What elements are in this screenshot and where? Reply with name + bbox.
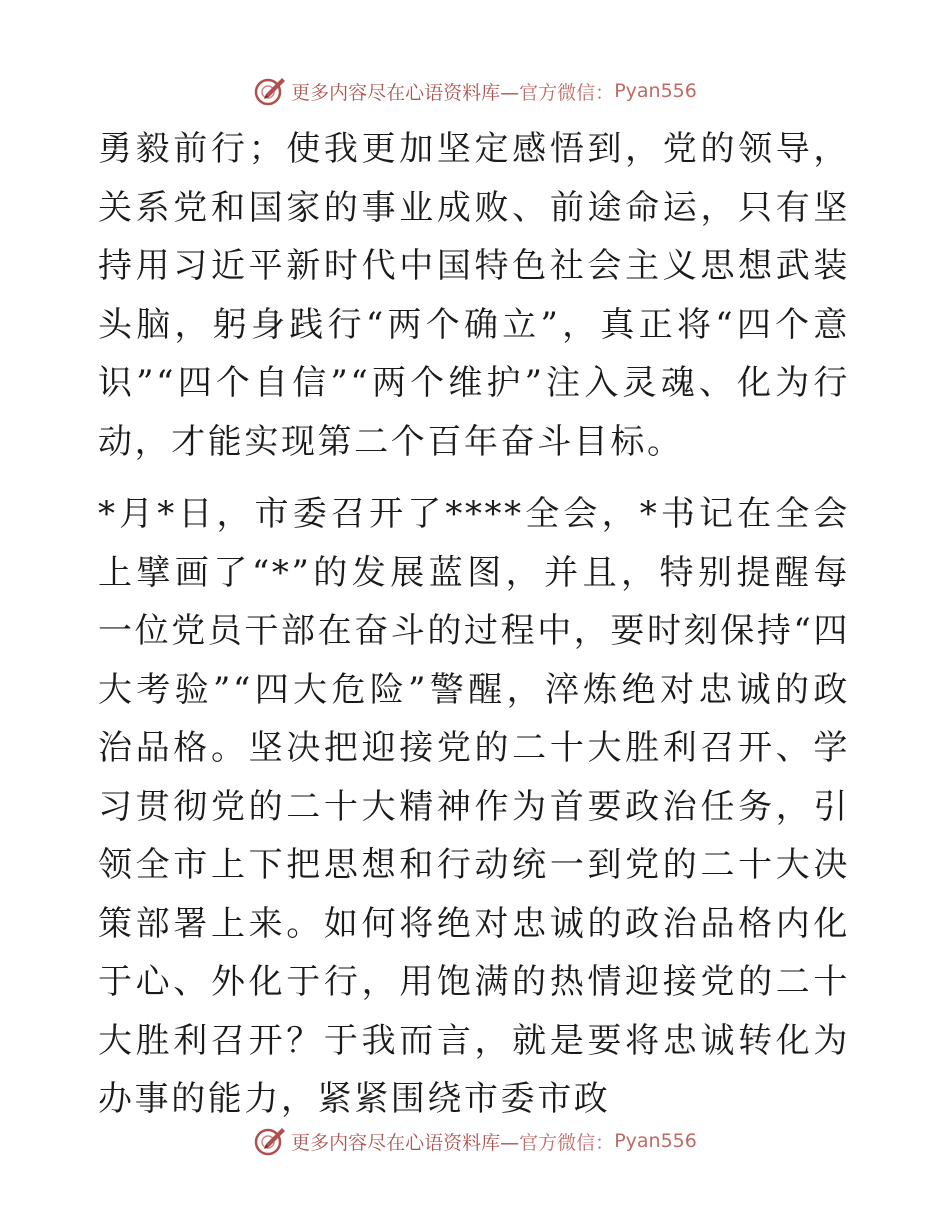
document-body <box>98 120 850 1129</box>
footer-wechat-id: Pyan556 <box>614 1130 697 1152</box>
header-banner <box>0 71 950 111</box>
pen-logo-icon <box>253 74 287 108</box>
footer-banner-text: 更多内容尽在心语资料库— <box>291 1131 520 1154</box>
header-wechat-label: 官方微信： <box>519 81 615 104</box>
header-wechat-id: Pyan556 <box>614 80 697 102</box>
paragraph-1: 勇毅前行；使我更加坚定感悟到，党的领导，关系党和国家的事业成败、前途命运，只有坚持用习近平新时代中国特色社会主义思想武装头脑，躬身践行“两个确立”，真正将“四个意识”“四个自信”“两个维护”注入灵魂、化为行动，才能实现第二个百年奋斗目标。 <box>98 129 850 462</box>
paragraph-2: *月*日，市委召开了****全会，*书记在全会上擘画了“*”的发展蓝图，并且，特别提醒每一位党员干部在奋斗的过程中，要时刻保持“四大考验”“四大危险”警醒，淬炼绝对忠诚的政治品格。坚决把迎接党的二十大胜利召开、学习贯彻党的二十大精神作为首要政治任务，引领全市上下把思想和行动统一到党的二十大决策部署上来。如何将绝对忠诚的政治品格内化于心、外化于行，用饱满的热情迎接党的二十大胜利召开？于我而言，就是要将忠诚转化为办事的能力，紧紧围绕市委市政 <box>98 494 850 1119</box>
footer-banner <box>0 1121 950 1161</box>
footer-wechat-label: 官方微信： <box>519 1131 615 1154</box>
pen-logo-icon <box>253 1124 287 1158</box>
header-banner-text: 更多内容尽在心语资料库— <box>291 81 520 104</box>
